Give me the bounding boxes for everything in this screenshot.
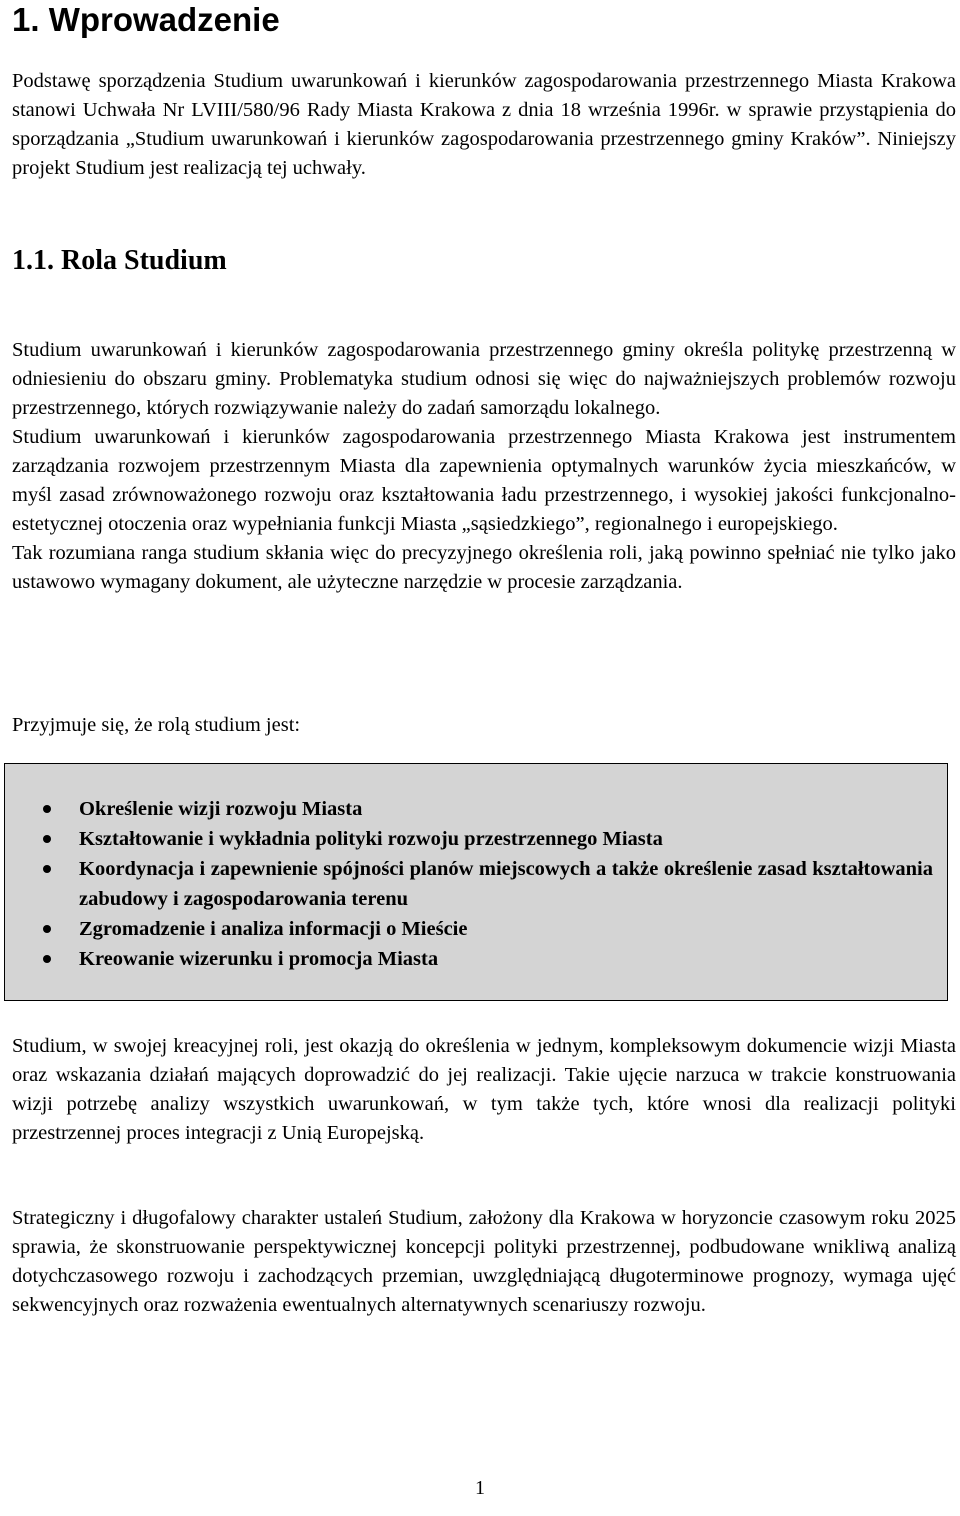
bullet-icon xyxy=(43,955,51,963)
paragraph-5: Strategiczny i długofalowy charakter ustaleń Studium, założony dla Krakowa w horyzoncie czasowym roku 2025 sprawia, że skonstruowanie perspektywicznej koncepcji polityki przestrzennej, podbudowane wnikliwą analizą dotychczasowego rozwoju i zachodzących przemian, uwzględniającą długoterminowe prognozy, wymaga ujęć sekwencyjnych oraz rozważenia ewentualnych alternatywnych scenariuszy rozwoju. xyxy=(12,1207,956,1316)
section-text-block xyxy=(12,336,956,597)
paragraph-5-block xyxy=(12,1204,956,1320)
paragraph-4: Studium, w swojej kreacyjnej roli, jest okazją do określenia w jednym, kompleksowym dokumencie wizji Miasta oraz wskazania działań mających doprowadzić do jej realizacji. Takie ujęcie narzuca w trakcie konstruowania wizji potrzebę analizy wszystkich uwarunkowań, w tym także tych, które wnosi dla realizacji polityki przestrzennej proces integracji z Unią Europejską. xyxy=(12,1035,956,1144)
roles-intro: Przyjmuje się, że rolą studium jest: xyxy=(12,714,301,736)
intro-paragraph-block xyxy=(12,67,956,183)
bullet-icon xyxy=(43,865,51,873)
list-item: Koordynacja i zapewnienie spójności planów miejscowych a także określenie zasad kształtowania zabudowy i zagospodarowania terenu xyxy=(43,854,933,914)
roles-list xyxy=(43,794,933,974)
section-heading: 1.1. Rola Studium xyxy=(12,245,227,276)
page-number: 1 xyxy=(475,1477,485,1499)
roles-intro-block xyxy=(12,711,956,740)
list-item: Określenie wizji rozwoju Miasta xyxy=(43,794,933,824)
list-item: Kształtowanie i wykładnia polityki rozwoju przestrzennego Miasta xyxy=(43,824,933,854)
bullet-icon xyxy=(43,805,51,813)
bullet-icon xyxy=(43,835,51,843)
list-item: Zgromadzenie i analiza informacji o Mieście xyxy=(43,914,933,944)
intro-paragraph: Podstawę sporządzenia Studium uwarunkowań i kierunków zagospodarowania przestrzennego Miasta Krakowa stanowi Uchwała Nr LVIII/580/96 Rady Miasta Krakowa z dnia 18 września 1996r. w sprawie przystąpienia do sporządzania „Studium uwarunkowań i kierunków zagospodarowania przestrzennego gminy Kraków”. Niniejszy projekt Studium jest realizacją tej uchwały. xyxy=(12,70,956,179)
paragraph-4-block xyxy=(12,1032,956,1148)
paragraph-1: Studium uwarunkowań i kierunków zagospodarowania przestrzennego gminy określa politykę przestrzenną w odniesieniu do obszaru gminy. Problematyka studium odnosi się więc do najważniejszych problemów rozwoju przestrzennego, których rozwiązywanie należy do zadań samorządu lokalnego. xyxy=(12,339,956,419)
chapter-heading: 1. Wprowadzenie xyxy=(12,1,280,38)
bullet-icon xyxy=(43,925,51,933)
roles-box xyxy=(4,763,948,1001)
list-item: Kreowanie wizerunku i promocja Miasta xyxy=(43,944,933,974)
paragraph-3: Tak rozumiana ranga studium skłania więc do precyzyjnego określenia roli, jaką powinno spełniać nie tylko jako ustawowo wymagany dokument, ale użyteczne narzędzie w procesie zarządzania. xyxy=(12,542,956,593)
paragraph-2: Studium uwarunkowań i kierunków zagospodarowania przestrzennego Miasta Krakowa jest instrumentem zarządzania rozwojem przestrzennym Miasta dla zapewnienia optymalnych warunków życia mieszkańców, w myśl zasad zrównoważonego rozwoju oraz kształtowania ładu przestrzennego, i wysokiej jakości funkcjonalno-estetycznej otoczenia oraz wypełniania funkcji Miasta „sąsiedzkiego”, regionalnego i europejskiego. xyxy=(12,426,956,535)
